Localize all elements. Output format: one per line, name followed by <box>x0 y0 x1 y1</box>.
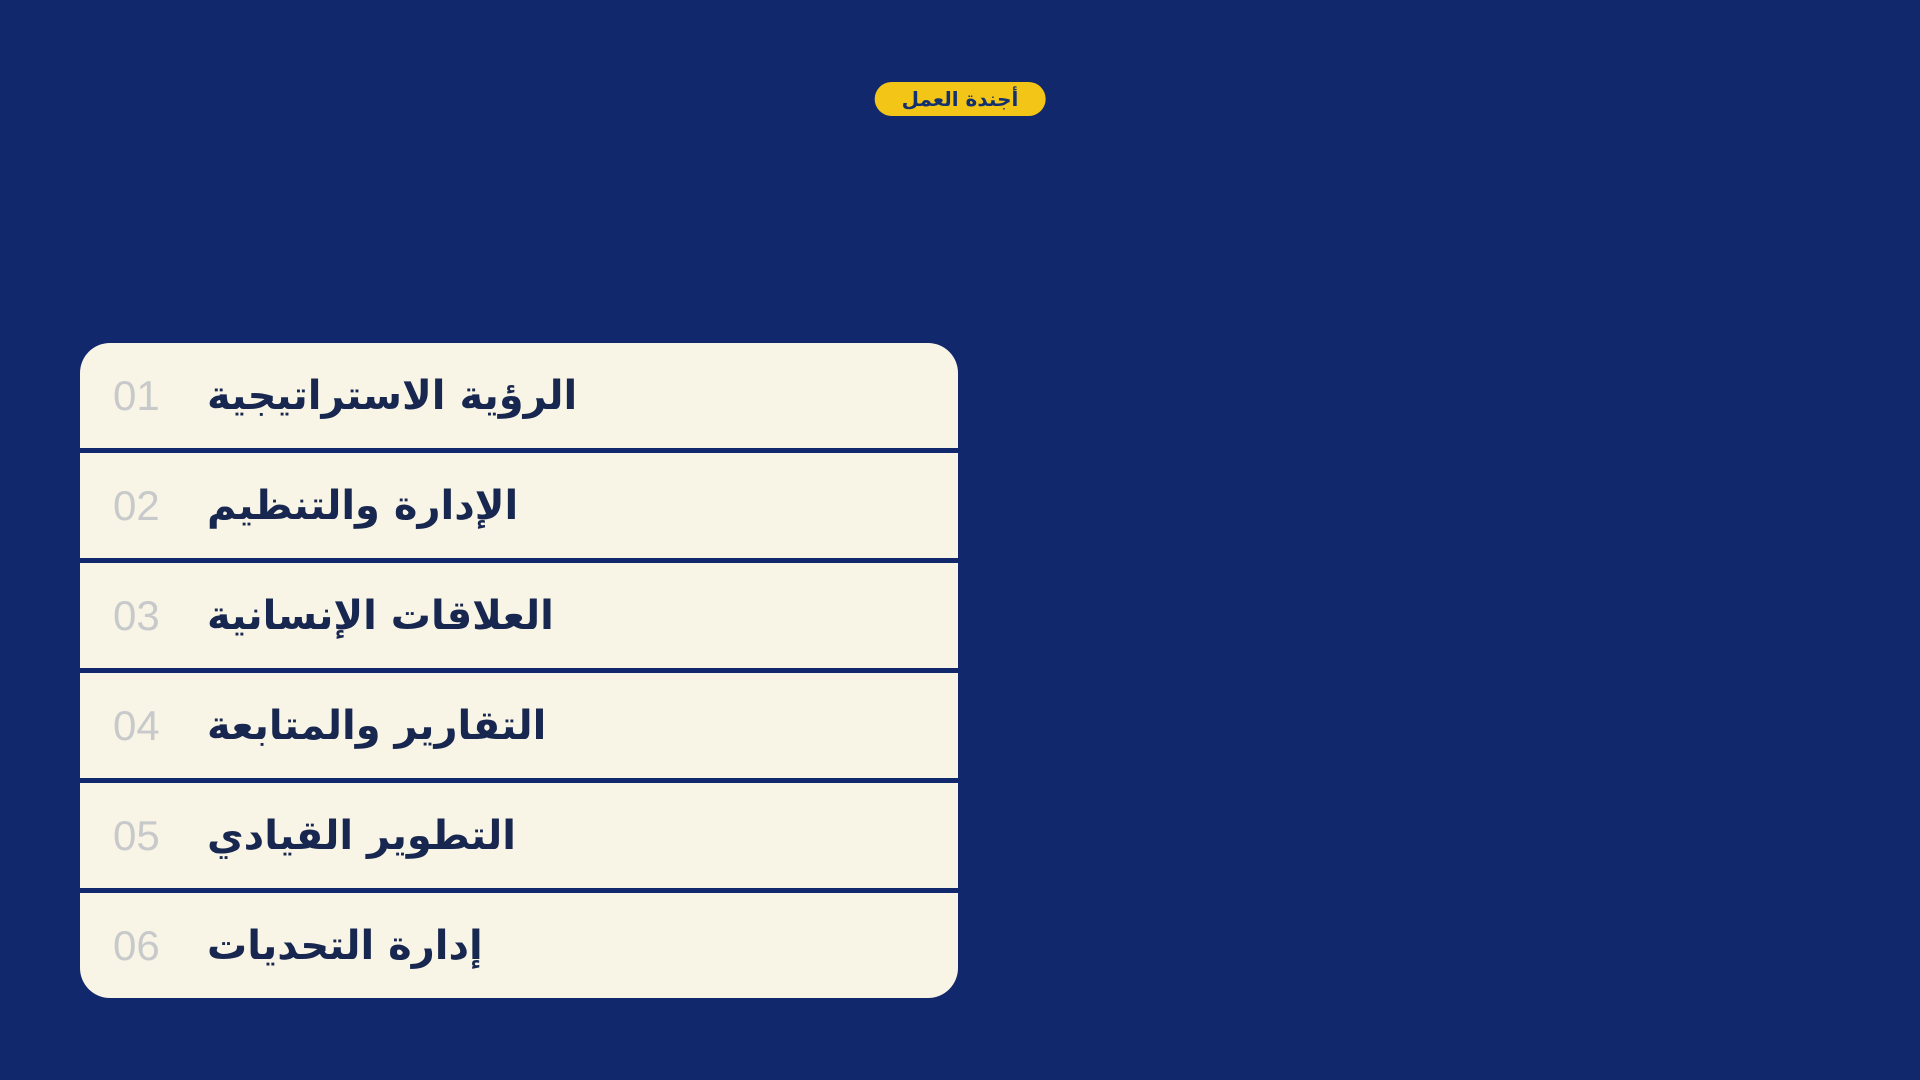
agenda-item-title: الإدارة والتنظيم <box>207 482 519 529</box>
agenda-card <box>80 343 958 998</box>
agenda-item-title: التطوير القيادي <box>207 812 516 859</box>
agenda-badge <box>875 82 1046 116</box>
agenda-item <box>80 453 958 558</box>
agenda-badge-label: أجندة العمل <box>901 87 1019 111</box>
agenda-item-number: 04 <box>113 701 160 749</box>
agenda-item-number: 01 <box>113 371 160 419</box>
agenda-item <box>80 893 958 998</box>
agenda-item-title: العلاقات الإنسانية <box>207 592 554 639</box>
agenda-item-title: الرؤية الاستراتيجية <box>207 372 578 419</box>
agenda-item <box>80 673 958 778</box>
agenda-item-number: 03 <box>113 591 160 639</box>
agenda-item <box>80 563 958 668</box>
agenda-item <box>80 343 958 448</box>
agenda-item <box>80 783 958 888</box>
agenda-item-number: 05 <box>113 811 160 859</box>
agenda-item-number: 02 <box>113 481 160 529</box>
agenda-item-title: التقارير والمتابعة <box>207 702 547 749</box>
agenda-item-title: إدارة التحديات <box>207 922 483 969</box>
agenda-item-number: 06 <box>113 921 160 969</box>
